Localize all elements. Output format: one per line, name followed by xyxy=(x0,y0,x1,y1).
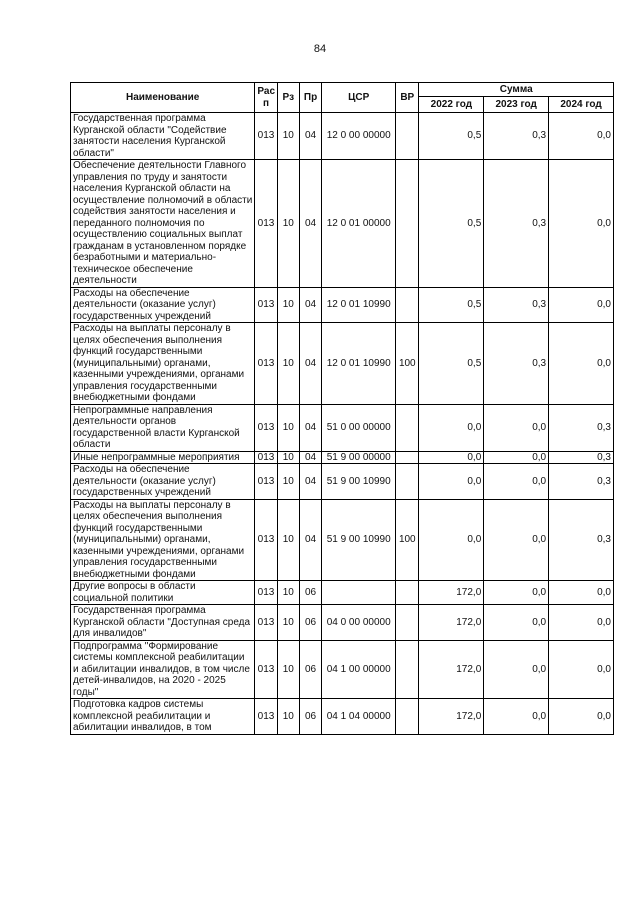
cell-pr: 04 xyxy=(299,464,321,500)
cell-rz: 10 xyxy=(277,605,299,641)
cell-2024: 0,0 xyxy=(549,113,614,160)
header-2023: 2023 год xyxy=(484,97,549,113)
cell-2022: 0,0 xyxy=(419,451,484,464)
cell-2023: 0,0 xyxy=(484,404,549,451)
cell-name: Государственная программа Курганской области "Содействие занятости населения Курганской области" xyxy=(71,113,255,160)
cell-ras: 013 xyxy=(255,323,277,405)
cell-2023: 0,0 xyxy=(484,464,549,500)
cell-2022: 172,0 xyxy=(419,640,484,699)
budget-table xyxy=(70,82,614,735)
cell-pr: 04 xyxy=(299,323,321,405)
cell-csr: 12 0 01 10990 xyxy=(322,323,396,405)
cell-ras: 013 xyxy=(255,113,277,160)
cell-name: Расходы на обеспечение деятельности (оказание услуг) государственных учреждений xyxy=(71,287,255,323)
cell-vr xyxy=(396,160,419,288)
cell-rz: 10 xyxy=(277,640,299,699)
table-row xyxy=(71,581,614,605)
cell-2024: 0,3 xyxy=(549,464,614,500)
cell-rz: 10 xyxy=(277,404,299,451)
cell-2022: 0,5 xyxy=(419,113,484,160)
cell-pr: 04 xyxy=(299,404,321,451)
cell-rz: 10 xyxy=(277,113,299,160)
cell-rz: 10 xyxy=(277,581,299,605)
cell-csr: 51 0 00 00000 xyxy=(322,404,396,451)
header-csr: ЦСР xyxy=(322,83,396,113)
cell-csr: 04 0 00 00000 xyxy=(322,605,396,641)
cell-pr: 04 xyxy=(299,499,321,581)
header-pr: Пр xyxy=(299,83,321,113)
table-row xyxy=(71,499,614,581)
cell-vr xyxy=(396,581,419,605)
table-row xyxy=(71,287,614,323)
cell-vr xyxy=(396,404,419,451)
cell-csr: 04 1 00 00000 xyxy=(322,640,396,699)
cell-vr xyxy=(396,113,419,160)
cell-2023: 0,0 xyxy=(484,640,549,699)
cell-ras: 013 xyxy=(255,404,277,451)
cell-rz: 10 xyxy=(277,499,299,581)
cell-ras: 013 xyxy=(255,160,277,288)
cell-2023: 0,3 xyxy=(484,113,549,160)
cell-pr: 04 xyxy=(299,160,321,288)
cell-csr: 12 0 01 00000 xyxy=(322,160,396,288)
cell-rz: 10 xyxy=(277,464,299,500)
cell-ras: 013 xyxy=(255,464,277,500)
cell-rz: 10 xyxy=(277,323,299,405)
cell-2023: 0,0 xyxy=(484,699,549,735)
table-row xyxy=(71,451,614,464)
cell-2022: 0,5 xyxy=(419,323,484,405)
cell-2022: 0,0 xyxy=(419,464,484,500)
cell-vr xyxy=(396,464,419,500)
cell-ras: 013 xyxy=(255,287,277,323)
cell-name: Подпрограмма "Формирование системы комплексной реабилитации и абилитации инвалидов, в том числе детей-инвалидов, на 2020 - 2025 годы" xyxy=(71,640,255,699)
cell-2023: 0,3 xyxy=(484,287,549,323)
table-row xyxy=(71,113,614,160)
cell-pr: 06 xyxy=(299,699,321,735)
cell-name: Расходы на обеспечение деятельности (оказание услуг) государственных учреждений xyxy=(71,464,255,500)
cell-2022: 0,0 xyxy=(419,404,484,451)
cell-2022: 0,5 xyxy=(419,160,484,288)
cell-vr: 100 xyxy=(396,323,419,405)
cell-2024: 0,0 xyxy=(549,699,614,735)
cell-2023: 0,0 xyxy=(484,499,549,581)
cell-2024: 0,0 xyxy=(549,287,614,323)
cell-csr: 51 9 00 10990 xyxy=(322,499,396,581)
cell-ras: 013 xyxy=(255,699,277,735)
cell-2023: 0,3 xyxy=(484,323,549,405)
cell-name: Расходы на выплаты персоналу в целях обеспечения выполнения функций государственными (муниципальными) органами, казенными учреждениями, органами управления государственными внебюджетными фондами xyxy=(71,323,255,405)
header-name: Наименование xyxy=(71,83,255,113)
cell-ras: 013 xyxy=(255,640,277,699)
cell-pr: 04 xyxy=(299,287,321,323)
cell-name: Иные непрограммные мероприятия xyxy=(71,451,255,464)
page-number: 84 xyxy=(313,43,327,55)
cell-vr xyxy=(396,451,419,464)
cell-2024: 0,0 xyxy=(549,581,614,605)
cell-2022: 172,0 xyxy=(419,581,484,605)
cell-csr: 51 9 00 00000 xyxy=(322,451,396,464)
table-row xyxy=(71,323,614,405)
table-row xyxy=(71,160,614,288)
cell-2022: 0,0 xyxy=(419,499,484,581)
cell-csr: 12 0 01 10990 xyxy=(322,287,396,323)
table-row xyxy=(71,605,614,641)
cell-pr: 04 xyxy=(299,113,321,160)
cell-name: Другие вопросы в области социальной политики xyxy=(71,581,255,605)
cell-2023: 0,0 xyxy=(484,451,549,464)
cell-pr: 04 xyxy=(299,451,321,464)
cell-csr: 04 1 04 00000 xyxy=(322,699,396,735)
cell-2024: 0,3 xyxy=(549,404,614,451)
table-body xyxy=(71,113,614,735)
cell-ras: 013 xyxy=(255,451,277,464)
cell-2024: 0,3 xyxy=(549,499,614,581)
cell-2024: 0,0 xyxy=(549,323,614,405)
cell-name: Государственная программа Курганской области "Доступная среда для инвалидов" xyxy=(71,605,255,641)
cell-name: Подготовка кадров системы комплексной реабилитации и абилитации инвалидов, в том xyxy=(71,699,255,735)
cell-pr: 06 xyxy=(299,640,321,699)
header-rz: Рз xyxy=(277,83,299,113)
cell-vr: 100 xyxy=(396,499,419,581)
header-ras: Рас п xyxy=(255,83,277,113)
cell-name: Расходы на выплаты персоналу в целях обеспечения выполнения функций государственными (муниципальными) органами, казенными учреждениями, органами управления государственными внебюджетными фондами xyxy=(71,499,255,581)
cell-vr xyxy=(396,287,419,323)
cell-name: Обеспечение деятельности Главного управления по труду и занятости населения Курганской области на осуществление полномочий в области содействия занятости населения и переданного полномочия по осуществлению социальных выплат гражданам в установленном порядке безработными и материально-техническое обеспечение деятельности xyxy=(71,160,255,288)
table-row xyxy=(71,404,614,451)
header-2024: 2024 год xyxy=(549,97,614,113)
cell-csr xyxy=(322,581,396,605)
cell-2022: 0,5 xyxy=(419,287,484,323)
cell-2022: 172,0 xyxy=(419,605,484,641)
cell-rz: 10 xyxy=(277,451,299,464)
cell-2023: 0,0 xyxy=(484,605,549,641)
cell-2023: 0,3 xyxy=(484,160,549,288)
cell-ras: 013 xyxy=(255,581,277,605)
cell-ras: 013 xyxy=(255,605,277,641)
header-sum: Сумма xyxy=(419,83,614,97)
cell-vr xyxy=(396,640,419,699)
cell-csr: 12 0 00 00000 xyxy=(322,113,396,160)
header-2022: 2022 год xyxy=(419,97,484,113)
table-row xyxy=(71,464,614,500)
cell-2024: 0,3 xyxy=(549,451,614,464)
table-row xyxy=(71,699,614,735)
cell-rz: 10 xyxy=(277,699,299,735)
cell-2024: 0,0 xyxy=(549,605,614,641)
cell-2024: 0,0 xyxy=(549,160,614,288)
cell-vr xyxy=(396,605,419,641)
cell-ras: 013 xyxy=(255,499,277,581)
cell-2023: 0,0 xyxy=(484,581,549,605)
cell-pr: 06 xyxy=(299,605,321,641)
header-vr: ВР xyxy=(396,83,419,113)
cell-2024: 0,0 xyxy=(549,640,614,699)
table-row xyxy=(71,640,614,699)
cell-rz: 10 xyxy=(277,160,299,288)
cell-csr: 51 9 00 10990 xyxy=(322,464,396,500)
cell-vr xyxy=(396,699,419,735)
cell-2022: 172,0 xyxy=(419,699,484,735)
cell-pr: 06 xyxy=(299,581,321,605)
cell-rz: 10 xyxy=(277,287,299,323)
cell-name: Непрограммные направления деятельности органов государственной власти Курганской области xyxy=(71,404,255,451)
